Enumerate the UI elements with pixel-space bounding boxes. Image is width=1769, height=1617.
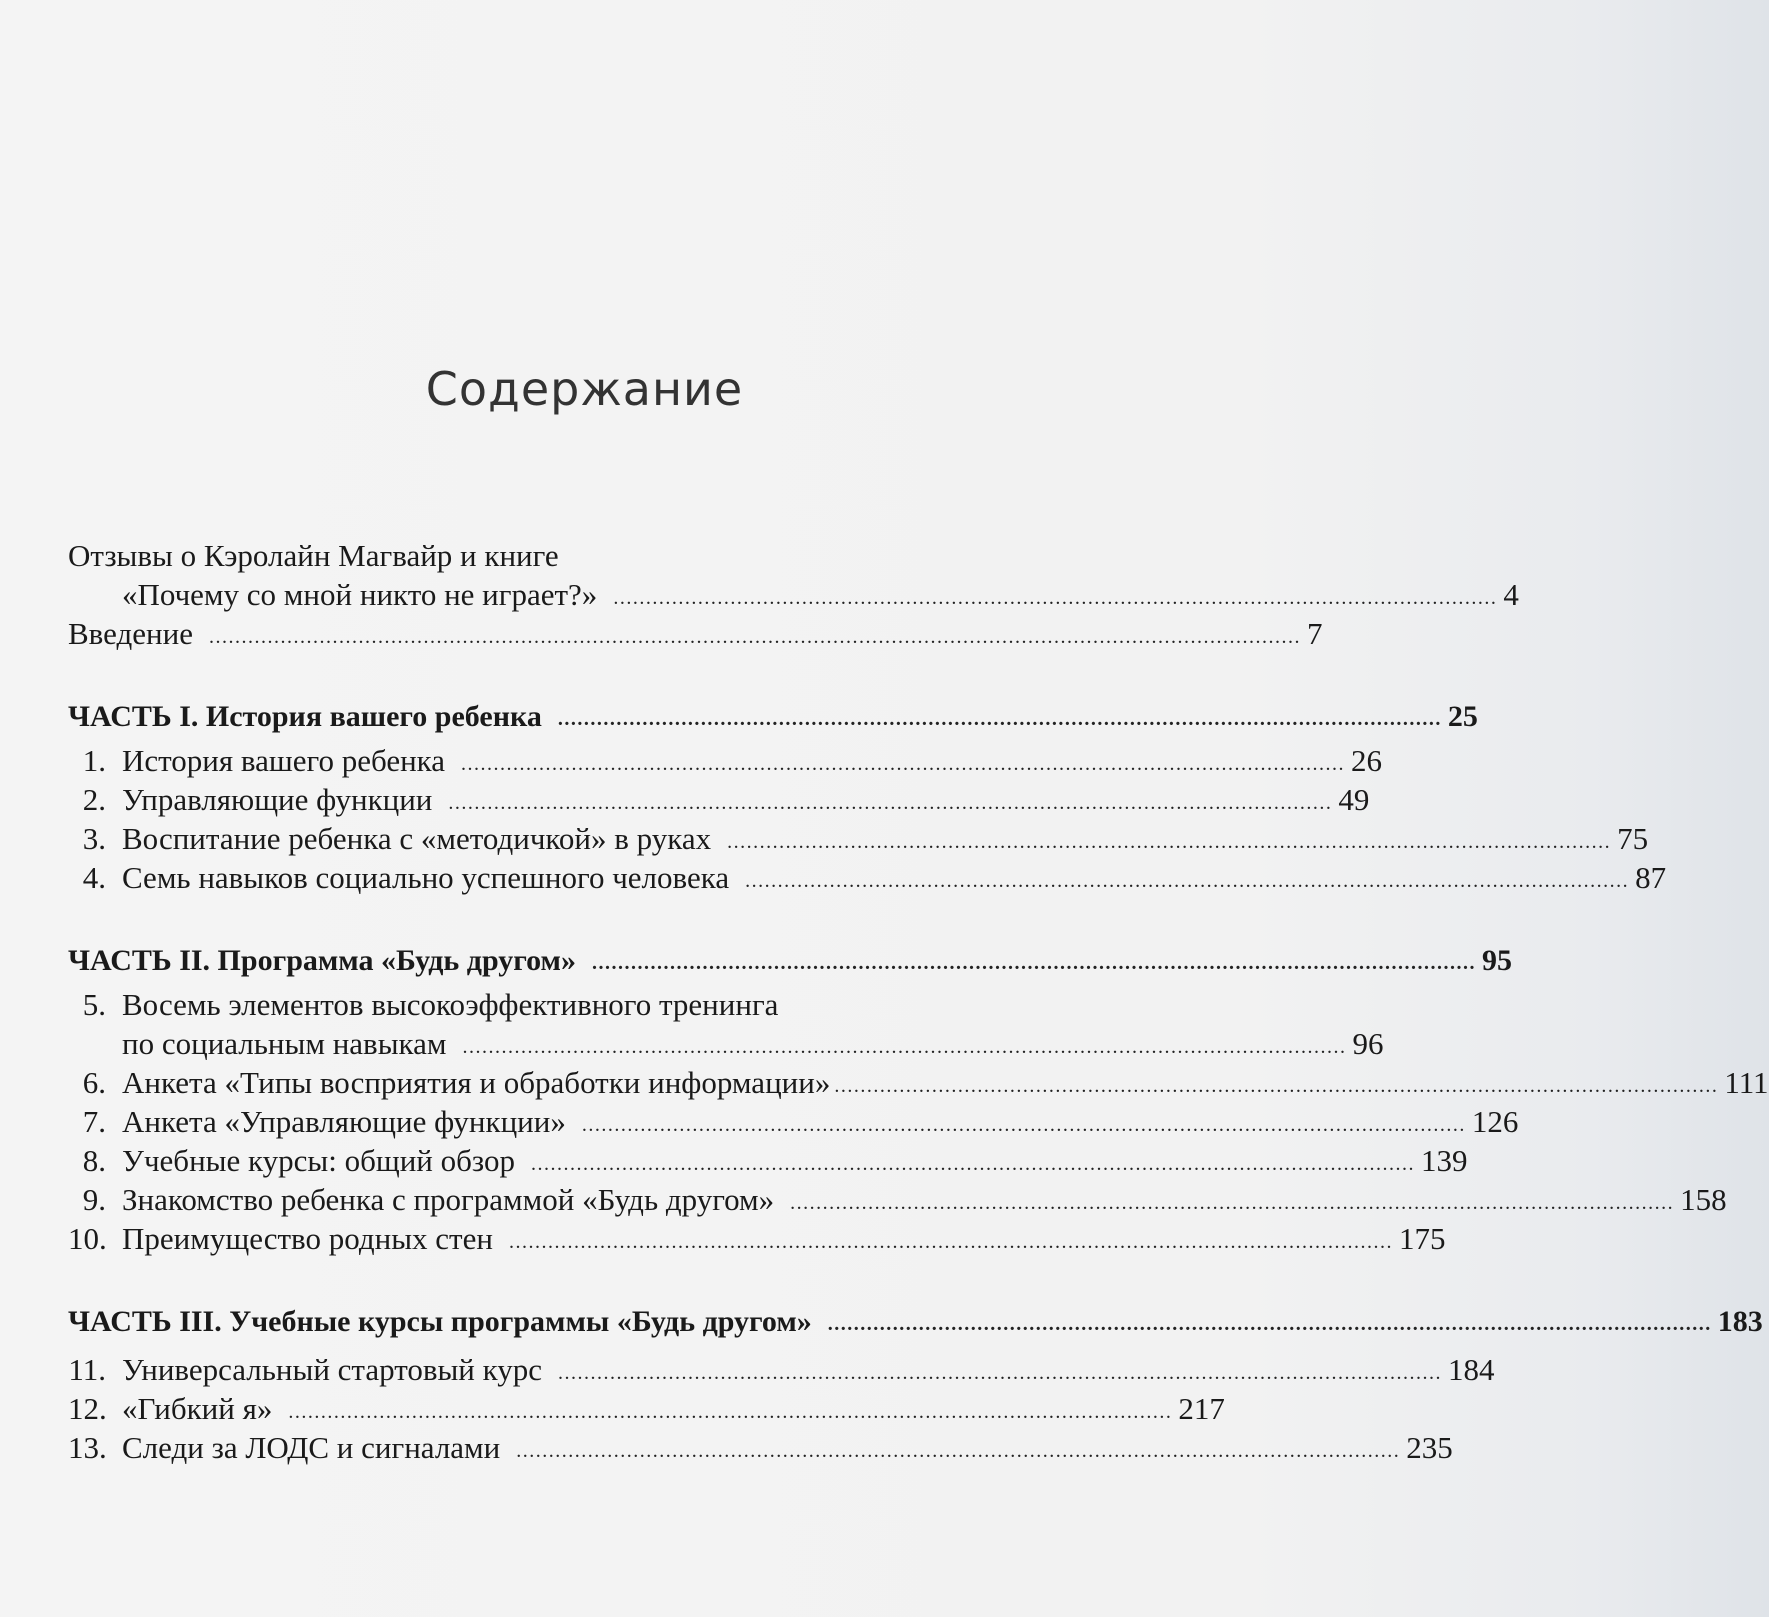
toc-entry-title: Воспитание ребенка с «методичкой» в руках bbox=[122, 821, 712, 856]
toc-entry-page: 158 bbox=[1680, 1182, 1727, 1217]
toc-entry-page: 126 bbox=[1471, 1104, 1519, 1139]
toc-chapter-6 bbox=[68, 1063, 1769, 1103]
dot-leader: ........................................................................................................................................ bbox=[591, 952, 1476, 974]
chapter-number: 13. bbox=[68, 1430, 107, 1465]
toc-part-2 bbox=[68, 941, 1512, 981]
toc-entry-title: Анкета «Типы восприятия и обработки информации» bbox=[122, 1065, 831, 1100]
chapter-number: 2. bbox=[82, 782, 106, 817]
toc-entry-title: Семь навыков социально успешного человека bbox=[122, 860, 730, 895]
chapter-number: 4. bbox=[82, 860, 106, 895]
dot-leader: ........................................................................................................................................ bbox=[461, 753, 1346, 775]
toc-entry-page: 4 bbox=[1503, 577, 1519, 612]
toc-part-3 bbox=[68, 1302, 1763, 1342]
toc-entry-page: 139 bbox=[1420, 1143, 1468, 1178]
toc-chapter-2 bbox=[68, 780, 1370, 820]
toc-entry-title: Восемь элементов высокоэффективного тренинга bbox=[122, 987, 779, 1022]
dot-leader: ........................................................................................................................................ bbox=[613, 587, 1498, 609]
dot-leader: ........................................................................................................................................ bbox=[790, 1192, 1675, 1214]
toc-entry-title: История вашего ребенка bbox=[122, 743, 446, 778]
toc-chapter-3 bbox=[68, 819, 1649, 859]
toc-entry-title: Преимущество родных стен bbox=[122, 1221, 493, 1256]
dot-leader: ........................................................................................................................................ bbox=[727, 831, 1612, 853]
toc-chapter-13 bbox=[68, 1428, 1453, 1468]
toc-entry-title: Универсальный стартовый курс bbox=[122, 1352, 543, 1387]
toc-entry-page: 95 bbox=[1481, 944, 1512, 977]
chapter-number: 1. bbox=[82, 743, 106, 778]
toc-entry-page: 175 bbox=[1398, 1221, 1446, 1256]
toc-part-title: ЧАСТЬ II. Программа «Будь другом» bbox=[68, 944, 576, 977]
chapter-number: 11. bbox=[68, 1352, 106, 1387]
toc-entry-reviews-cont bbox=[68, 575, 1519, 615]
dot-leader: ........................................................................................................................................ bbox=[288, 1401, 1173, 1423]
toc-chapter-10 bbox=[68, 1219, 1446, 1259]
toc-chapter-4 bbox=[68, 858, 1667, 898]
dot-leader: ........................................................................................................................................ bbox=[581, 1114, 1466, 1136]
toc-part-title: ЧАСТЬ I. История вашего ребенка bbox=[68, 700, 542, 733]
toc-entry-title: Учебные курсы: общий обзор bbox=[122, 1143, 515, 1178]
toc-entry-page: 96 bbox=[1352, 1026, 1384, 1061]
toc-entry-page: 26 bbox=[1351, 743, 1383, 778]
toc-entry-page: 184 bbox=[1448, 1352, 1495, 1387]
toc-entry-title: «Гибкий я» bbox=[122, 1391, 273, 1426]
dot-leader: ........................................................................................................................................ bbox=[462, 1036, 1347, 1058]
toc-chapter-12 bbox=[68, 1389, 1225, 1429]
toc-entry-title: Анкета «Управляющие функции» bbox=[122, 1104, 566, 1139]
dot-leader: ........................................................................................................................................ bbox=[508, 1231, 1393, 1253]
toc-entry-page: 87 bbox=[1635, 860, 1667, 895]
dot-leader: ........................................................................................................................................ bbox=[745, 870, 1630, 892]
dot-leader: ........................................................................................................................................ bbox=[834, 1075, 1719, 1097]
toc-entry-title: по социальным навыкам bbox=[122, 1026, 447, 1061]
toc-entry-page: 111 bbox=[1724, 1065, 1769, 1100]
chapter-number: 9. bbox=[82, 1182, 106, 1217]
toc-part-title: ЧАСТЬ III. Учебные курсы программы «Будь другом» bbox=[68, 1305, 812, 1338]
toc-entry-page: 217 bbox=[1178, 1391, 1225, 1426]
toc-chapter-8 bbox=[68, 1141, 1468, 1181]
toc-entry-title: Введение bbox=[68, 616, 193, 651]
toc-chapter-1 bbox=[68, 741, 1383, 781]
dot-leader: ........................................................................................................................................ bbox=[530, 1153, 1415, 1175]
toc-entry-reviews bbox=[68, 536, 1088, 576]
dot-leader: ........................................................................................................................................ bbox=[557, 708, 1442, 730]
toc-entry-page: 235 bbox=[1406, 1430, 1453, 1465]
page-title: Содержание bbox=[425, 362, 744, 416]
toc-entry-page: 25 bbox=[1447, 700, 1478, 733]
table-of-contents bbox=[68, 0, 1769, 1617]
toc-chapter-11 bbox=[68, 1350, 1495, 1390]
dot-leader: ........................................................................................................................................ bbox=[516, 1440, 1401, 1462]
toc-entry-title: Управляющие функции bbox=[122, 782, 433, 817]
toc-entry-page: 7 bbox=[1306, 616, 1323, 651]
toc-chapter-5-cont bbox=[68, 1024, 1384, 1064]
chapter-number: 6. bbox=[82, 1065, 106, 1100]
toc-entry-title: «Почему со мной никто не играет?» bbox=[122, 577, 598, 612]
toc-entry-page: 75 bbox=[1617, 821, 1649, 856]
chapter-number: 8. bbox=[82, 1143, 106, 1178]
toc-part-1 bbox=[68, 697, 1478, 737]
dot-leader: ........................................................................................................................................ bbox=[558, 1362, 1443, 1384]
toc-entry-page: 49 bbox=[1338, 782, 1370, 817]
chapter-number: 5. bbox=[82, 987, 106, 1022]
toc-entry-title: Отзывы о Кэролайн Магвайр и книге bbox=[68, 538, 559, 573]
chapter-number: 12. bbox=[68, 1391, 107, 1426]
toc-entry-title: Следи за ЛОДС и сигналами bbox=[122, 1430, 501, 1465]
toc-chapter-9 bbox=[68, 1180, 1727, 1220]
chapter-number: 10. bbox=[68, 1221, 107, 1256]
chapter-number: 7. bbox=[82, 1104, 106, 1139]
chapter-number: 3. bbox=[82, 821, 106, 856]
dot-leader: ........................................................................................................................................ bbox=[448, 792, 1333, 814]
dot-leader: ........................................................................................................................................ bbox=[827, 1313, 1712, 1335]
dot-leader: ........................................................................................................................................................................ bbox=[208, 626, 1301, 648]
toc-entry-introduction bbox=[68, 614, 1323, 654]
toc-entry-page: 183 bbox=[1717, 1305, 1763, 1338]
toc-entry-title: Знакомство ребенка с программой «Будь другом» bbox=[122, 1182, 775, 1217]
toc-chapter-5 bbox=[68, 985, 1088, 1025]
toc-chapter-7 bbox=[68, 1102, 1519, 1142]
